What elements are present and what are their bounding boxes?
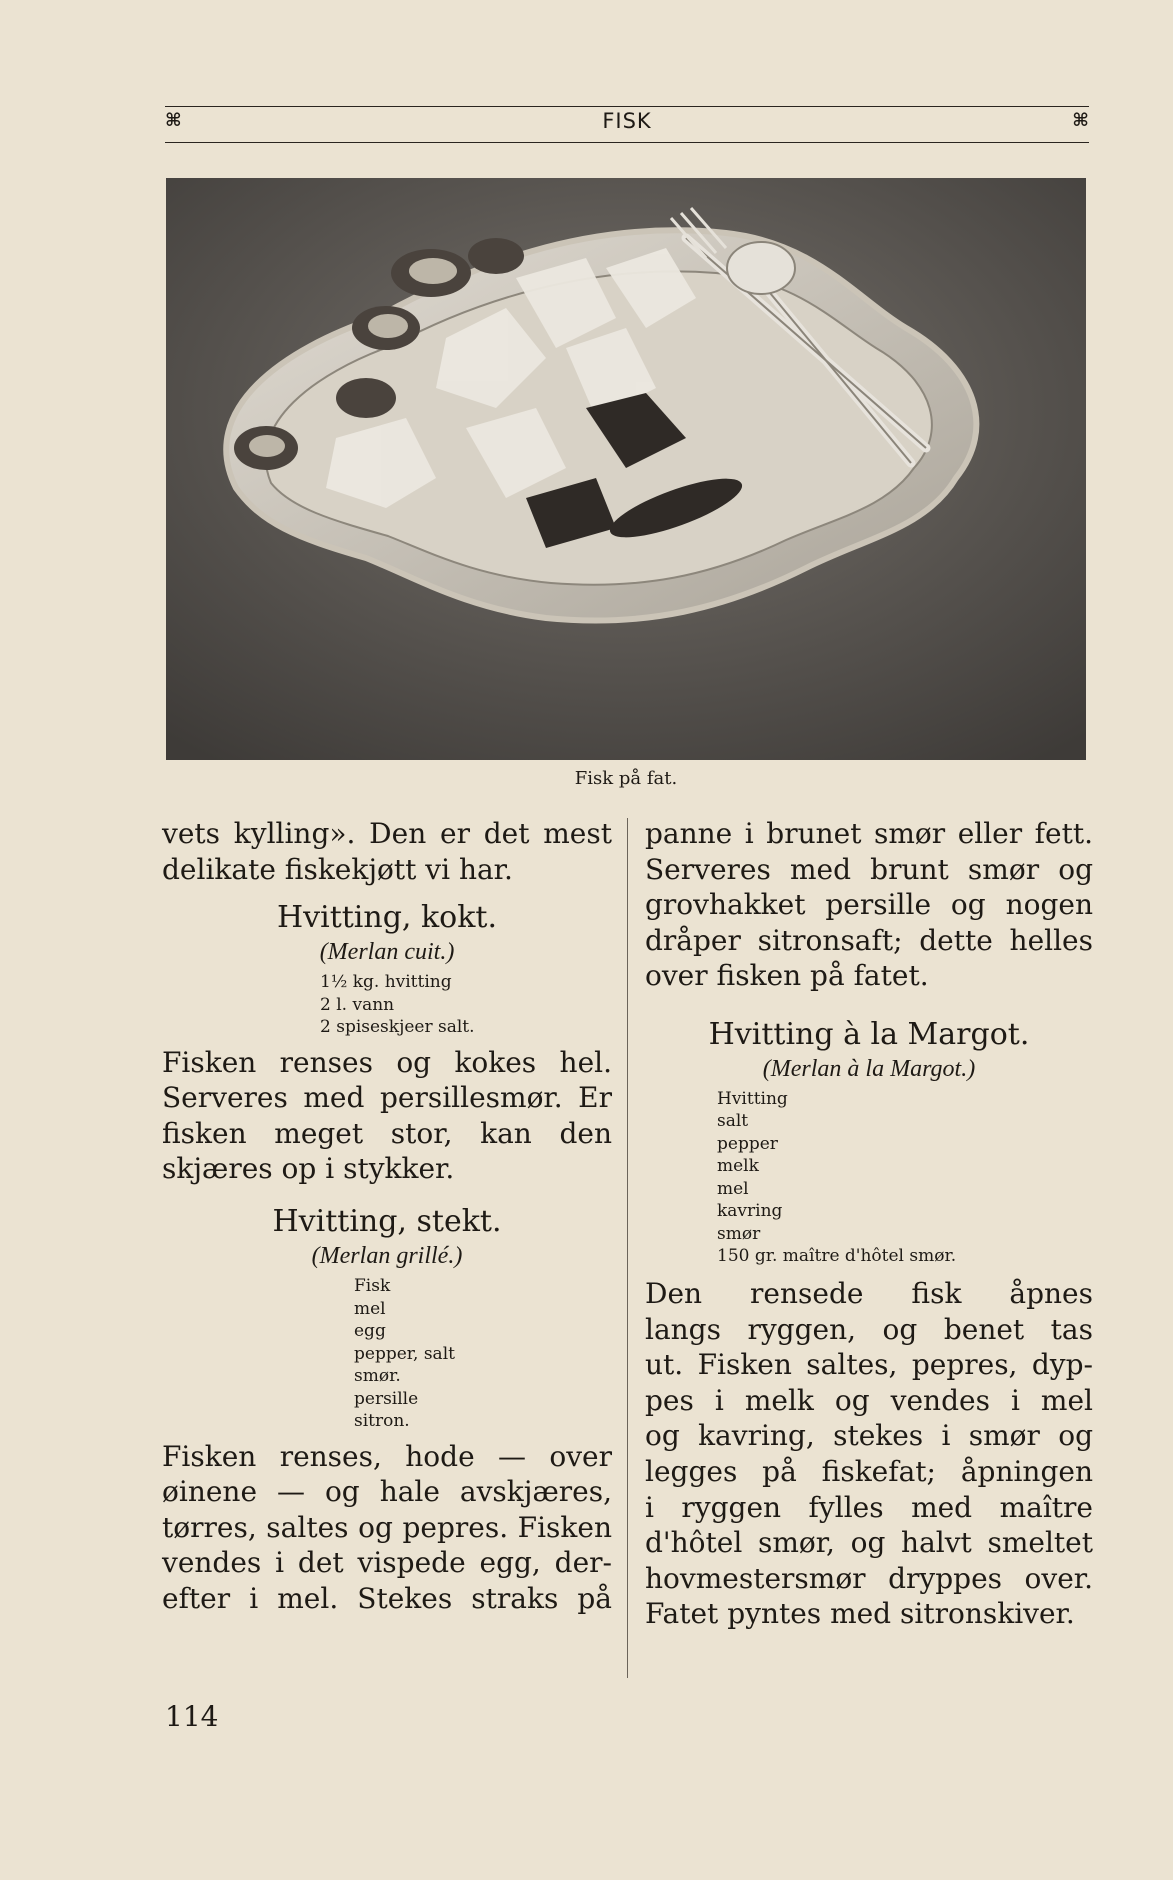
ingredient-item: melk xyxy=(717,1156,759,1177)
text-line: efter i mel. Stekes straks på xyxy=(162,1581,612,1615)
text-line: delikate fiskekjøtt vi har. xyxy=(162,852,513,886)
ingredient-item: persille xyxy=(354,1388,419,1409)
running-head-title: FISK xyxy=(602,109,652,133)
header-rule-bottom xyxy=(165,142,1089,143)
ingredient-item: salt xyxy=(717,1111,749,1132)
ingredient-item: 150 gr. maître d'hôtel smør. xyxy=(717,1246,957,1267)
text-line: legges på fiskefat; åpningen xyxy=(645,1454,1093,1488)
text-line: skjæres op i stykker. xyxy=(162,1152,455,1186)
ingredient-item: 1½ kg. hvitting xyxy=(320,972,452,993)
recipe-title: Hvitting, stekt. xyxy=(272,1204,502,1240)
text-line: vets kylling». Den er det mest xyxy=(162,817,612,850)
text-line: øinene — og hale avskjæres, xyxy=(162,1475,612,1509)
ingredient-item: egg xyxy=(354,1321,386,1342)
ornament-left-icon: ⌘ xyxy=(165,110,182,131)
text-line: Fisken renses og kokes hel. xyxy=(162,1045,612,1079)
fish-platter-photo xyxy=(166,178,1086,760)
ingredient-item: pepper xyxy=(717,1133,778,1154)
ingredient-item: 2 l. vann xyxy=(320,994,395,1015)
ingredient-item: sitron. xyxy=(354,1411,410,1432)
text-line: grovhakket persille og nogen xyxy=(645,888,1093,922)
text-line: ut. Fisken saltes, pepres, dyp- xyxy=(645,1348,1093,1382)
recipe-paragraph xyxy=(645,1276,1093,1632)
recipe-paragraph xyxy=(162,1045,612,1187)
ingredient-item: Fisk xyxy=(354,1276,391,1297)
recipe-subtitle: (Merlan à la Margot.) xyxy=(762,1055,976,1082)
ingredient-item: Hvitting xyxy=(717,1088,788,1109)
recipe-paragraph xyxy=(162,1439,612,1617)
recipe-title: Hvitting à la Margot. xyxy=(708,1016,1030,1052)
ornament-right-icon: ⌘ xyxy=(1072,110,1089,131)
text-line: dråper sitronsaft; dette helles xyxy=(645,923,1093,957)
text-line: Fisken renses, hode — over xyxy=(162,1439,612,1473)
intro-paragraph xyxy=(162,816,612,887)
text-line: pes i melk og vendes i mel xyxy=(645,1383,1093,1417)
ingredient-item: mel xyxy=(354,1298,386,1319)
text-line: Den rensede fisk åpnes xyxy=(645,1276,1093,1310)
ingredient-item: smør. xyxy=(354,1366,401,1387)
text-line: fisken meget stor, kan den xyxy=(162,1116,612,1150)
ingredient-item: smør xyxy=(717,1223,761,1244)
recipe-subtitle: (Merlan grillé.) xyxy=(311,1243,463,1270)
text-line: Serveres med brunt smør og xyxy=(645,852,1093,886)
text-line: og kavring, stekes i smør og xyxy=(645,1419,1093,1453)
recipe-title: Hvitting, kokt. xyxy=(276,900,498,936)
column-divider xyxy=(627,818,628,1678)
ingredient-item: kavring xyxy=(717,1201,783,1222)
ingredient-item: 2 spiseskjeer salt. xyxy=(320,1017,475,1038)
ingredient-item: mel xyxy=(717,1178,749,1199)
figure-caption: Fisk på fat. xyxy=(574,768,678,789)
text-line: over fisken på fatet. xyxy=(645,959,929,993)
right-column xyxy=(645,816,1093,1632)
text-line: vendes i det vispede egg, der- xyxy=(162,1546,612,1580)
ingredient-list xyxy=(162,971,612,1039)
page-number: 114 xyxy=(165,1700,219,1733)
running-head xyxy=(165,106,1089,142)
text-line: Fatet pyntes med sitronskiver. xyxy=(645,1597,1075,1631)
recipe-subtitle: (Merlan cuit.) xyxy=(319,939,455,966)
text-line: hovmestersmør dryppes over. xyxy=(645,1561,1093,1595)
continuation-paragraph xyxy=(645,816,1093,994)
ingredient-list xyxy=(162,1275,612,1433)
text-line: i ryggen fylles med maître xyxy=(645,1490,1093,1524)
text-line: Serveres med persillesmør. Er xyxy=(162,1081,612,1115)
text-line: tørres, saltes og pepres. Fisken xyxy=(162,1510,612,1544)
text-line: langs ryggen, og benet tas xyxy=(645,1312,1093,1346)
text-line: panne i brunet smør eller fett. xyxy=(645,817,1093,850)
text-line: d'hôtel smør, og halvt smeltet xyxy=(645,1526,1093,1560)
ingredient-item: pepper, salt xyxy=(354,1343,455,1364)
left-column xyxy=(162,816,612,1617)
ingredient-list xyxy=(645,1088,1093,1268)
